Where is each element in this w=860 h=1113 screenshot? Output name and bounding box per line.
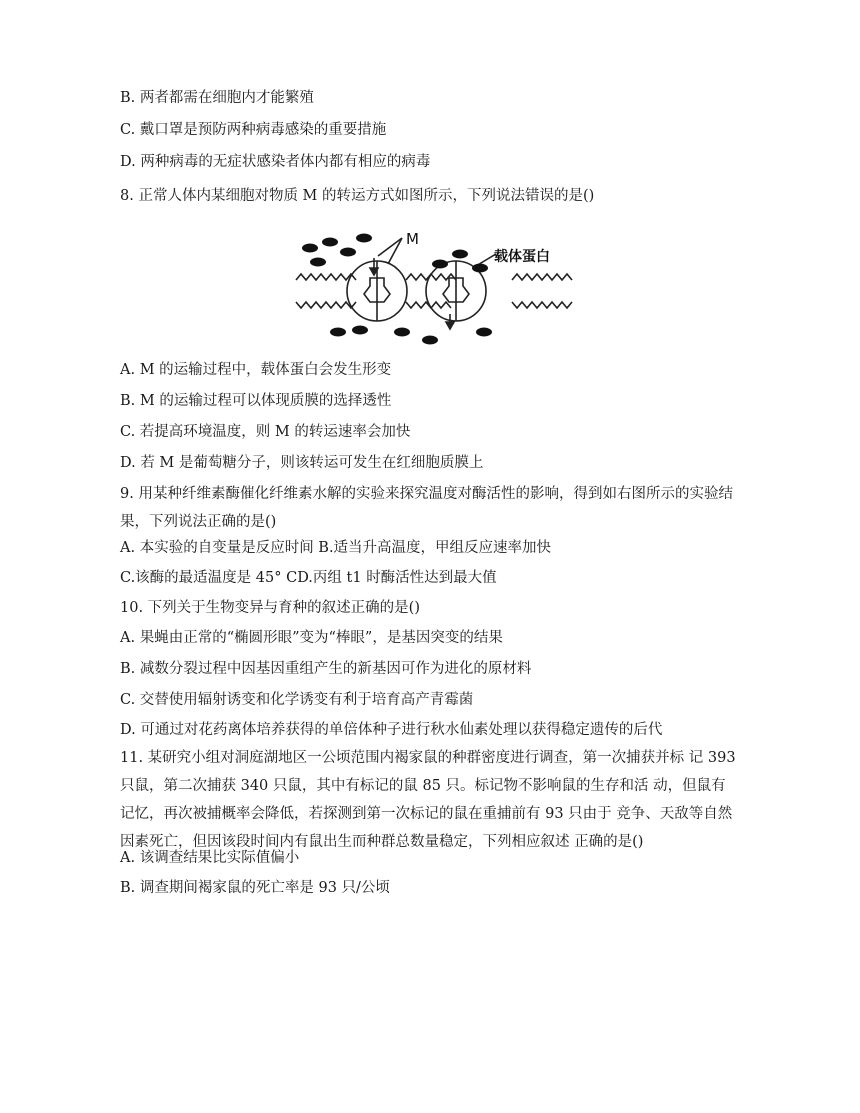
membrane-lower-left	[296, 302, 356, 308]
question-9: 9. 用某种纤维素酶催化纤维素水解的实验来探究温度对酶活性的影响，得到如右图所示的实验结果，下列说法正确的是()	[120, 486, 733, 530]
question-8: 8. 正常人体内某细胞对物质 M 的转运方式如图所示，下列说法错误的是()	[120, 188, 595, 204]
label-carrier-protein: 载体蛋白	[494, 249, 550, 265]
option-7d: D. 两种病毒的无症状感染者体内都有相应的病毒	[120, 154, 431, 170]
option-7b: B. 两者都需在细胞内才能繁殖	[120, 90, 314, 106]
option-8c: C. 若提高环境温度，则 M 的转运速率会加快	[120, 424, 411, 440]
option-9ab: A. 本实验的自变量是反应时间 B.适当升高温度，甲组反应速率加快	[120, 540, 552, 556]
option-7c: C. 戴口罩是预防两种病毒感染的重要措施	[120, 122, 387, 138]
option-8d: D. 若 M 是葡萄糖分子，则该转运可发生在红细胞质膜上	[120, 455, 484, 471]
membrane-upper-left	[296, 274, 356, 280]
question-11: 11. 某研究小组对洞庭湖地区一公顷范围内褐家鼠的种群密度进行调查，第一次捕获并标 记 393 只鼠，第二次捕获 340 只鼠，其中有标记的鼠 85 只。标记物不影响鼠的生存和活 动，但鼠有记忆，再次被捕概率会降低，若探测到第一次标记的鼠在重捕前有 93 只由于 竞争、天敌等自然因素死亡，但因该段时间内有鼠出生而种群总数量稳定，下列相应叙述 正确的是()	[120, 750, 736, 850]
membrane-lower-right	[512, 302, 572, 308]
option-8a: A. M 的运输过程中，载体蛋白会发生形变	[120, 362, 392, 378]
option-10c: C. 交替使用辐射诱变和化学诱变有利于培育高产青霉菌	[120, 692, 474, 708]
option-11b: B. 调查期间褐家鼠的死亡率是 93 只/公顷	[120, 880, 390, 896]
option-10a: A. 果蝇由正常的“椭圆形眼”变为“棒眼”，是基因突变的结果	[120, 630, 503, 646]
membrane-upper-right	[512, 274, 572, 280]
question-10: 10. 下列关于生物变异与育种的叙述正确的是()	[120, 600, 420, 616]
molecules-m	[302, 234, 492, 345]
option-11a: A. 该调查结果比实际值偏小	[120, 850, 300, 866]
option-10d: D. 可通过对花药离体培养获得的单倍体种子进行秋水仙素处理以获得稳定遗传的后代	[120, 722, 663, 738]
membrane-transport-figure	[290, 228, 580, 346]
option-10b: B. 减数分裂过程中因基因重组产生的新基因可作为进化的原材料	[120, 661, 532, 677]
label-m: M	[406, 230, 419, 248]
option-8b: B. M 的运输过程可以体现质膜的选择透性	[120, 393, 392, 409]
option-9cd: C.该酶的最适温度是 45° CD.丙组 t1 时酶活性达到最大值	[120, 570, 497, 586]
